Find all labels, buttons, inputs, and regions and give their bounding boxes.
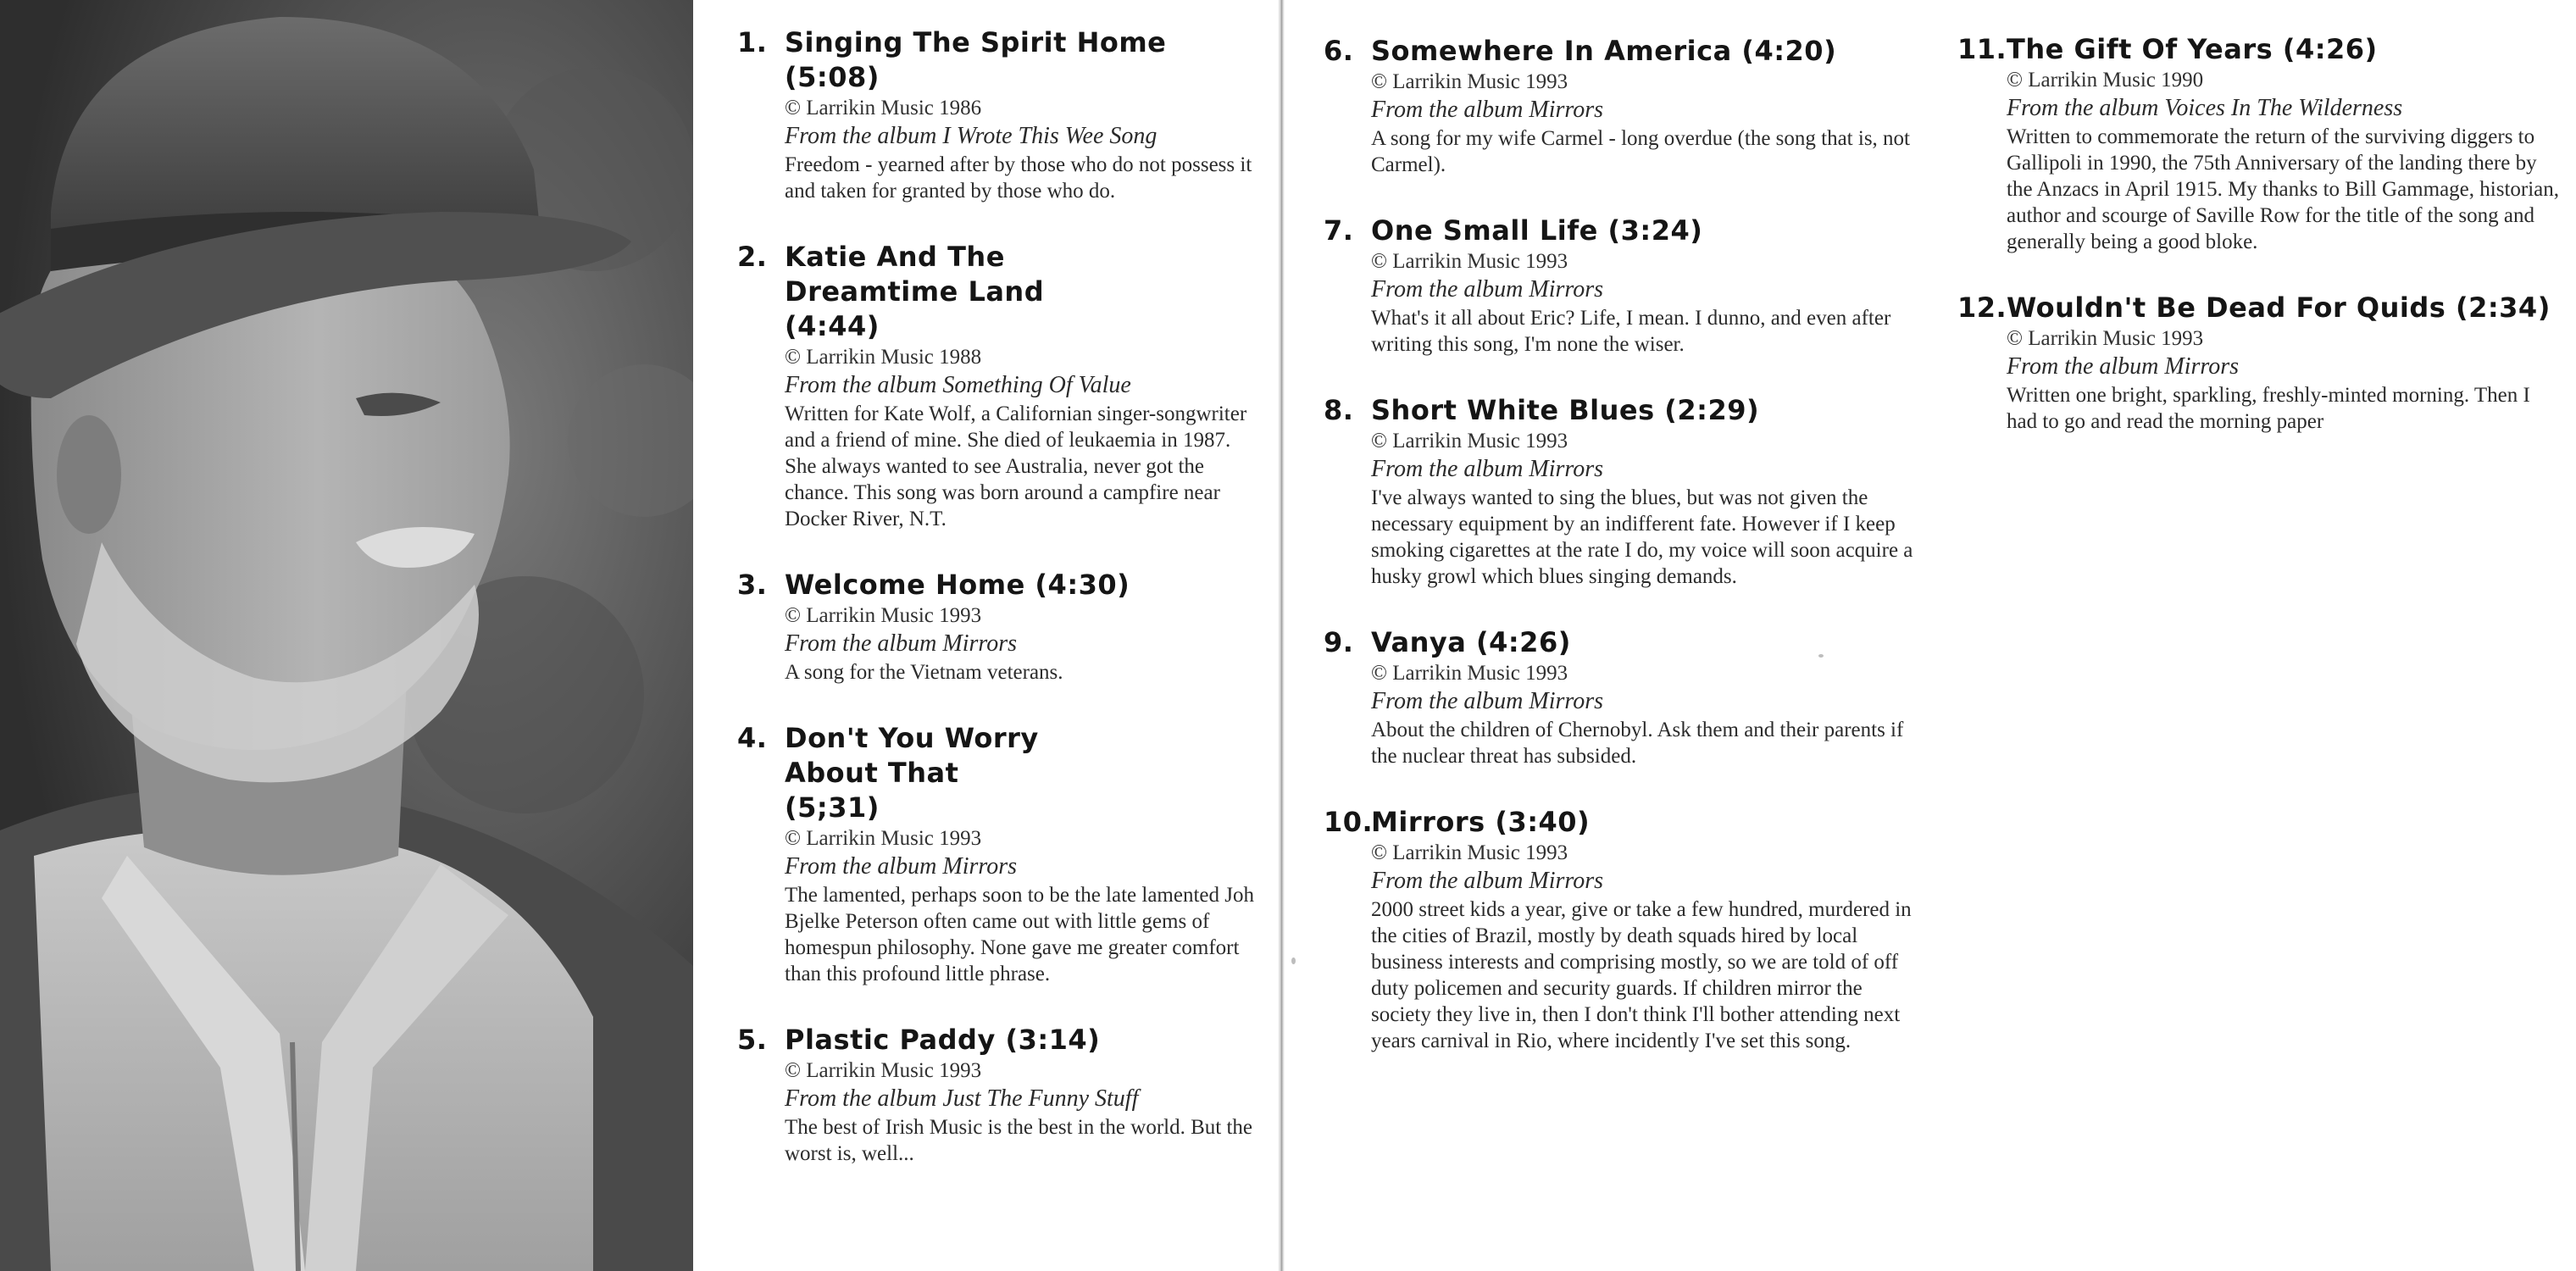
track-copyright: © Larrikin Music 1993 [785,604,982,627]
track-entry [1324,805,1917,1054]
track-entry [1324,214,1917,358]
track-title: Plastic Paddy (3:14) [785,1024,1101,1056]
track-number: 9. [1324,626,1354,658]
track-copyright: © Larrikin Music 1993 [2007,327,2204,350]
track-title: Wouldn't Be Dead For Quids (2:34) [2007,291,2551,324]
track-copyright: © Larrikin Music 1993 [1371,250,1568,273]
track-entry [737,1023,1263,1167]
track-heading [737,568,1263,602]
track-heading [1324,805,1917,840]
track-album: From the album Mirrors [1371,456,1604,482]
track-album: From the album Mirrors [1371,688,1604,714]
track-entry [737,25,1263,204]
portrait-photo-icon [0,0,693,1271]
track-number: 3. [737,569,768,601]
track-copyright: © Larrikin Music 1993 [1371,662,1568,685]
track-details [1371,428,1917,590]
track-entry [1324,625,1917,769]
track-copyright: © Larrikin Music 1993 [1371,70,1568,93]
track-number: 2. [737,241,768,273]
track-note: Written one bright, sparkling, freshly-minted morning. Then I had to go and read the morning paper [2007,384,2530,433]
track-album: From the album Mirrors [785,853,1018,880]
track-number: 4. [737,722,768,754]
track-note: A song for my wife Carmel - long overdue (the song that is, not Carmel). [1371,127,1910,176]
track-album: From the album Mirrors [785,630,1018,657]
track-note: Freedom - yearned after by those who do not possess it and taken for granted by those who do. [785,153,1252,203]
track-entry [1957,32,2559,255]
track-heading [1957,291,2559,325]
track-details [2007,67,2559,255]
track-number: 6. [1324,35,1354,67]
track-title: Welcome Home (4:30) [785,569,1130,601]
track-title: The Gift Of Years (4:26) [2007,33,2378,65]
track-number: 10. [1324,806,1374,838]
track-number: 12. [1957,291,2007,324]
track-entry [1324,34,1917,178]
track-copyright: © Larrikin Music 1993 [1371,430,1568,452]
track-title: Katie And The Dreamtime Land (4:44) [785,241,1045,342]
track-heading [737,240,1263,344]
track-album: From the album Mirrors [1371,868,1604,894]
tracks-column-middle [1324,34,1917,1090]
track-note: The lamented, perhaps soon to be the late lamented Joh Bjelke Peterson often came out with little gems of homespun philosophy. None gave me greater comfort than this profound little phrase. [785,884,1254,985]
track-album: From the album Voices In The Wilderness [2007,95,2403,121]
track-copyright: © Larrikin Music 1988 [785,346,982,369]
track-title: Mirrors (3:40) [1371,806,1591,838]
track-details [1371,840,1917,1054]
track-note: What's it all about Eric? Life, I mean. I dunno, and even after writing this song, I'm none the wiser. [1371,307,1891,356]
track-heading [737,25,1263,95]
track-copyright: © Larrikin Music 1993 [1371,841,1568,864]
track-heading [1324,214,1917,248]
track-title: Short White Blues (2:29) [1371,394,1760,426]
scan-speck [1818,654,1824,658]
tracks-column-right [1957,32,2559,470]
track-details [785,825,1263,987]
track-heading [1957,32,2559,67]
track-details [785,1057,1263,1167]
track-entry [1957,291,2559,435]
track-number: 11. [1957,33,2007,65]
track-entry [1324,393,1917,590]
booklet-gutter [1278,0,1285,1271]
scan-speck [1291,957,1296,964]
track-note: 2000 street kids a year, give or take a few hundred, murdered in the cities of Brazil, mostly by death squads hired by local business interests and comprising mostly, so we are told of off duty policemen and security guards. If children mirror the society they live in, then I don't think I'll bother attending next years carnival in Rio, where incidently I've set this song. [1371,898,1912,1052]
track-details [785,602,1263,685]
track-details [785,95,1263,204]
track-entry [737,721,1263,987]
track-note: Written to commemorate the return of the surviving diggers to Gallipoli in 1990, the 75th Anniversary of the landing there by the Anzacs in April 1915. My thanks to Bill Gammage, historian, author and scourge of Saville Row for the title of the song and generally being a good bloke. [2007,125,2560,253]
track-title: Vanya (4:26) [1371,626,1571,658]
track-details [1371,660,1917,769]
track-title: Singing The Spirit Home (5:08) [785,26,1167,93]
track-heading [1324,393,1917,428]
track-copyright: © Larrikin Music 1993 [785,1059,982,1082]
track-entry [737,240,1263,532]
track-album: From the album Mirrors [2007,353,2240,380]
track-entry [737,568,1263,685]
track-note: A song for the Vietnam veterans. [785,661,1063,684]
track-note: Written for Kate Wolf, a Californian singer-songwriter and a friend of mine. She died of leukaemia in 1987. She always wanted to see Australia, never got the chance. This song was born around a campfire near Docker River, N.T. [785,402,1247,530]
track-album: From the album Just The Funny Stuff [785,1085,1139,1112]
track-details [785,344,1263,532]
track-heading [737,721,1263,825]
portrait-photo [0,0,693,1271]
track-number: 5. [737,1024,768,1056]
track-number: 1. [737,26,768,58]
track-title: One Small Life (3:24) [1371,214,1703,247]
track-heading [1324,625,1917,660]
track-details [1371,248,1917,358]
track-album: From the album I Wrote This Wee Song [785,123,1158,149]
track-details [2007,325,2559,435]
track-number: 8. [1324,394,1354,426]
track-heading [737,1023,1263,1057]
track-number: 7. [1324,214,1354,247]
track-copyright: © Larrikin Music 1993 [785,827,982,850]
track-note: About the children of Chernobyl. Ask them and their parents if the nuclear threat has subsided. [1371,719,1904,768]
tracks-column-left [737,25,1263,1202]
track-album: From the album Something Of Value [785,372,1131,398]
track-copyright: © Larrikin Music 1990 [2007,69,2204,92]
track-heading [1324,34,1917,69]
track-title: Don't You Worry About That (5;31) [785,722,1039,824]
track-details [1371,69,1917,178]
track-album: From the album Mirrors [1371,276,1604,302]
track-title: Somewhere In America (4:20) [1371,35,1837,67]
track-note: The best of Irish Music is the best in the world. But the worst is, well... [785,1116,1253,1165]
track-album: From the album Mirrors [1371,97,1604,123]
track-note: I've always wanted to sing the blues, but was not given the necessary equipment by an indifferent fate. However if I keep smoking cigarettes at the rate I do, my voice will soon acquire a husky growl which blues singing demands. [1371,486,1913,588]
track-copyright: © Larrikin Music 1986 [785,97,982,119]
